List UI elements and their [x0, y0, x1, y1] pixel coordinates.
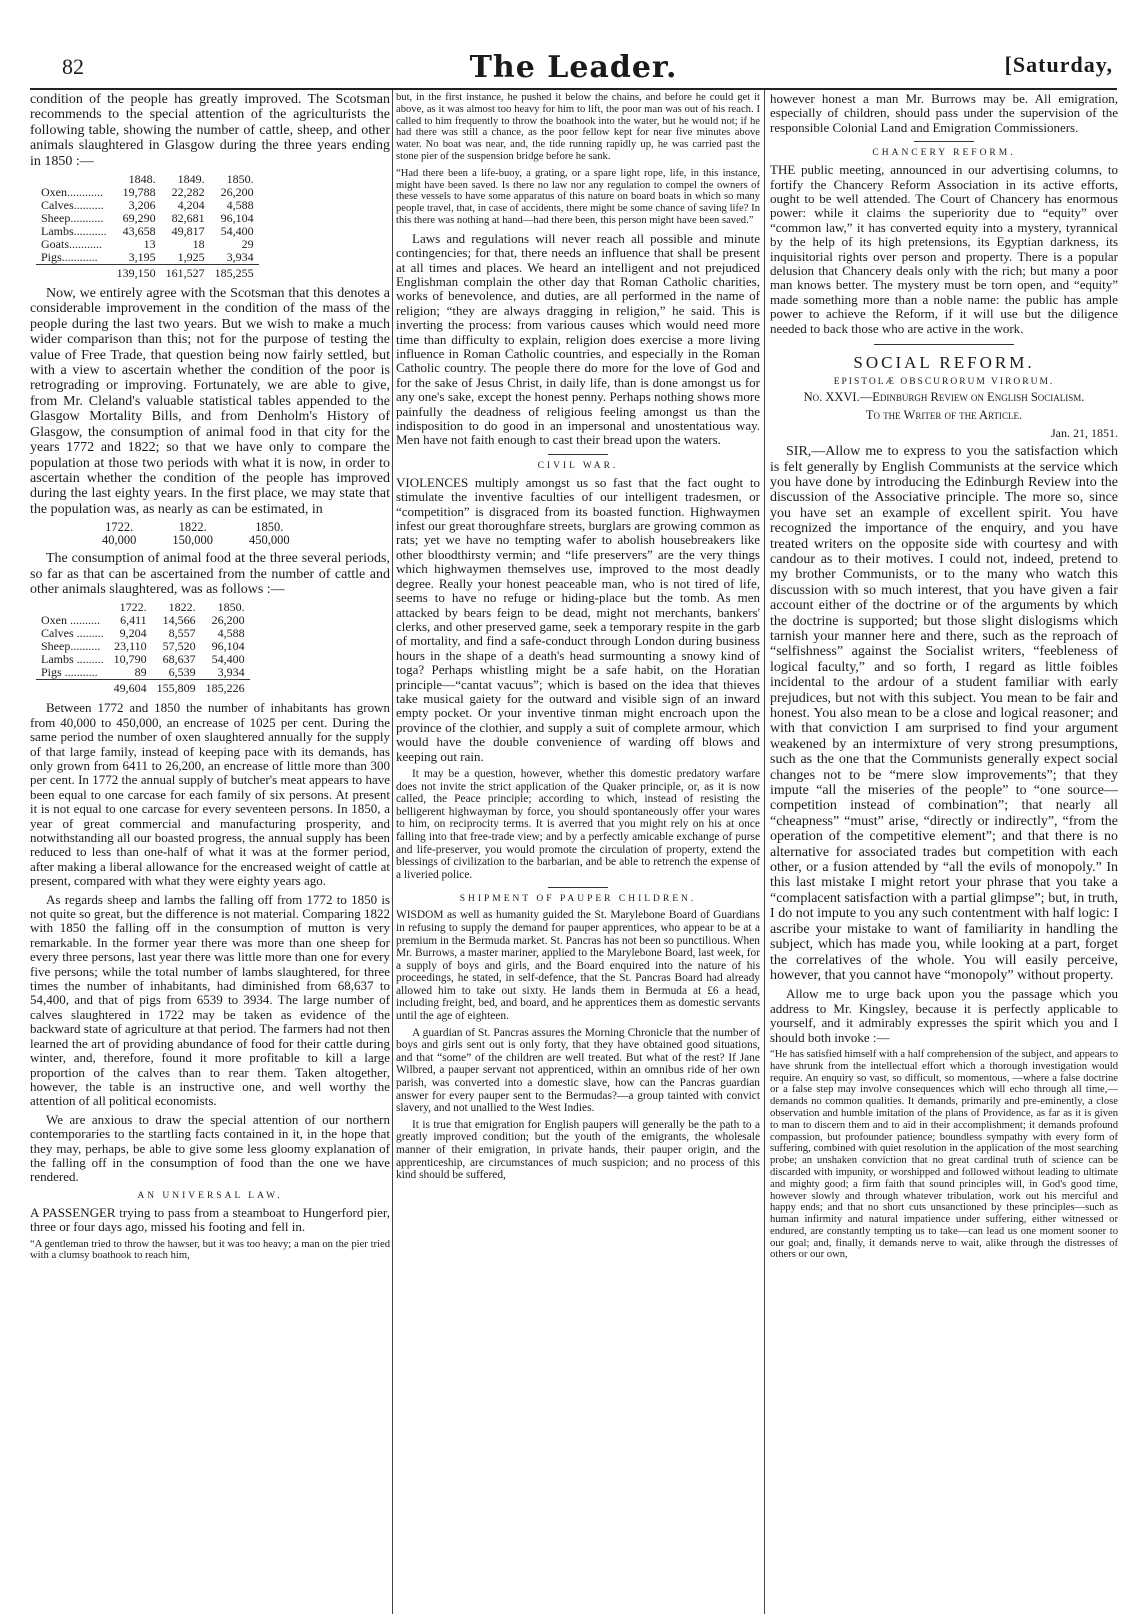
table-cell: 6,539: [168, 665, 196, 680]
issue-day: [Saturday,: [1004, 52, 1113, 77]
masthead-rule: [30, 88, 1117, 90]
table-cell: 54,400: [220, 224, 254, 239]
section-heading-universal-law: AN UNIVERSAL LAW.: [137, 1190, 283, 1201]
table-cell: 9,204: [119, 626, 147, 641]
paragraph-guardian: A guardian of St. Pancras assures the Morning Chronicle that the number of boys and girls sent out is only forty, that they have obtained good situations, and that “some” of the children are well treated. But what of the rest? If Jane Wilbred, a pauper servant not apprenticed, within an omnibus ride of her own parish, was converted into a domestic slave, how can the Pancras guardian answer for every pauper sent to the Bermudas?—a group tainted with convict slavery, and not unallied to the West Indies.: [396, 1026, 760, 1115]
table-cell: 6,411: [120, 613, 147, 628]
table-cell: 1722.: [105, 520, 134, 535]
table-cell: 26,200: [220, 185, 254, 200]
table-cell: 150,000: [172, 533, 213, 548]
quote-lifebuoy: “Had there been a life-buoy, a grating, or a spare light rope, life, in this instance, might have been saved. Is there no law nor any regulation to compel the owners of these vessels to have some apparatus of this nature on board boats in which so many people travel, that, in case of accidents, there might be some chance of saving life? In this there was nothing at hand—had there been, this person might have been saved.”: [396, 167, 760, 226]
row-label: Calves..........: [41, 198, 104, 213]
table-cell: 4,204: [177, 198, 205, 213]
table-cell: 49,604: [109, 680, 152, 696]
table-total-row: [36, 680, 250, 696]
quote-gentleman: “A gentleman tried to throw the hawser, but it was too heavy; a man on the pier tried with a clumsy boathook to reach him,: [30, 1238, 390, 1262]
table-total-row: [36, 265, 259, 281]
newspaper-title: The Leader.: [469, 50, 678, 85]
table-cell: 68,637: [162, 652, 196, 667]
paragraph-chancery: THE public meeting, announced in our advertising columns, to fortify the Chancery Reform Association in its active efforts, ought to be well attended. The Court of Chancery has enormous power: while it claims the superiority due to “equity” over “common law,” it has converted equity into a mystery, tyrannical by the help of its high pretensions, its Egyptian darkness, its inquisitorial rights over person and property. There is a popular delusion that Chancery deals only with the rich; but many a poor man knows better. The mystery must be torn open, and “equity” made something more than a noble name: the public has ample power to achieve the Reform, if it will use but the diligence needed to back those who are active in the work.: [770, 162, 1118, 336]
table-cell: 19,788: [122, 185, 156, 200]
table-cell: 40,000: [102, 533, 137, 548]
table-cell: 43,658: [122, 224, 156, 239]
section-heading-civil-war: CIVIL WAR.: [537, 460, 619, 471]
paragraph-emigration: It is true that emigration for English paupers will generally be the path to a greatly improved condition; but the youth of the emigrants, the wholesale manner of their emigration, in private hands, their pauper origin, and the apprenticeship, are circumstances of much suspicion; and no process of this kind should be suffered,: [396, 1118, 760, 1182]
letter-date: Jan. 21, 1851.: [1051, 426, 1118, 441]
table-cell: 13: [143, 237, 156, 252]
table-cell: 69,290: [122, 211, 156, 226]
row-label: Pigs............: [41, 250, 98, 265]
row-label: Sheep..........: [41, 639, 101, 654]
table-cell: 4,588: [217, 626, 245, 641]
section-heading-social-reform: SOCIAL REFORM.: [853, 353, 1035, 373]
section-divider: [548, 887, 608, 888]
table-cell: 22,282: [171, 185, 205, 200]
letter-addressee: To the Writer of the Article.: [865, 408, 1023, 423]
table-cell: 18: [192, 237, 205, 252]
paragraph-passenger: A PASSENGER trying to pass from a steamboat to Hungerford pier, three or four days ago, missed his footing and fell in.: [30, 1204, 390, 1235]
table-cell: 1850.: [217, 600, 245, 615]
slaughter-table-1848-1850: [36, 173, 259, 280]
table-cell: 3,195: [128, 250, 156, 265]
row-label: Lambs...........: [41, 224, 107, 239]
table-cell: 4,588: [226, 198, 254, 213]
epistolae-heading: EPISTOLÆ OBSCURORUM VIRORUM.: [833, 377, 1055, 388]
table-cell: 1,925: [177, 250, 205, 265]
letter-paragraph-1: SIR,—Allow me to express to you the satisfaction which is felt generally by English Communists at the service which you have done by introducing the Edinburgh Review into the discussion of the Associative principle. The more so, since you have set an example of excellent spirit. You have recognized the importance of the enquiry, and you have treated writers on the opposite side with courtesy and with candour as to their motives. I could not, indeed, pretend to my brother Communists, or to the many who watch this discussion with so much interest, that you have given a fair account either of the doctrine or of the arguments by which the doctrine is supported; but those slight dislogisms which tarnish your manner here and there, such as the reproach of “selfishness” against the Socialist writers, “feebleness of logical faculty,” and so forth, I regard as little foibles incidental to the ardour of a student familiar with early prejudices, but not with this subject. You mean to be fair and honest. You also mean to be a close and logical reasoner; and with that conviction I am surprised to find your argument weakened by an intermixture of very strong presumptions, such as the one that the Communists generally expect social changes not to be “mere slow improvements”; that they impute “all the miseries of the people” to “one source—competition instead of combination”; that nearly all “cheapness” “must” arise, “directly or indirectly”, “from the operation of the competitive element”; and that there is no alternative for associated trades but competition with each other, or a fusion attended by “all the evils of monopoly.” In this last mistake I might retort your phrase that you take a “complacent satisfaction with a partial glimpse”; but, in truth, I do not impute to you any such contentment with half logic: I ascribe your mistake to want of familiarity in handling the subject, which has made you, while looking at a part, forget the correlatives of the whole. You will easily perceive, however, that you cannot have “monopoly” without property.: [770, 444, 1118, 983]
intro-paragraph: condition of the people has greatly improved. The Scotsman recommends to the special attention of the agriculturists the following table, showing the number of cattle, sheep, and other animals slaughtered in Glasgow during the three years ending in 1850 :—: [30, 92, 390, 169]
paragraph-violences: VIOLENCES multiply amongst us so fast that the fact ought to stimulate the inventive faculties of our intelligent tradesmen, or “competition” is disgraced from its boasted function. Highwaymen infest our great thoroughfare streets, burglars are growing common as rats; yet we have no tempting wafer to abolish housebreakers like other bloodthirsty vermin; and “life preservers” are the very things which highwaymen themselves use, improved to the most deadly degree. Really your honest peaceable man, who is not tired of life, seems to have no refuge or hiding-place but the tomb. As men attacked by bears feign to be dead, might not merchants, bankers' clerks, and other preserved game, seek a temporary respite in the garb of mortality, and find a safe-conduct through London during business hours in the shape of a death's head surmounting a snowy kind of toga? Perhaps whistling might be a safe habit, on the Horatian principle—“cantat vacuus”; which is based on the idea that thieves take musical gaiety for the outward and visible sign of an inward empty pocket. Or your inventive tinman might encroach upon the province of the clothier, and supply a suit of complete armour, which would have the double convenience of warding off blows and keeping out rain.: [396, 474, 760, 764]
table-cell: 185,255: [210, 265, 259, 281]
column-rule-1: [392, 90, 393, 1614]
table-cell: 82,681: [171, 211, 205, 226]
column-rule-2: [764, 90, 765, 1614]
paragraph-shipment-continued: however honest a man Mr. Burrows may be. All emigration, especially of children, should pass under the supervision of the responsible Colonial Land and Emigration Commissioners.: [770, 92, 1118, 135]
table-cell: 3,206: [128, 198, 156, 213]
row-label: Lambs .........: [41, 652, 104, 667]
table-row: [84, 534, 308, 547]
row-label: Calves .........: [41, 626, 104, 641]
paragraph-anxious: We are anxious to draw the special attention of our northern contemporaries to the startling facts contained in it, in the hope that they may, perhaps, be able to give some less gloomy explanation of the falling off in the consumption of food than the one we have rendered.: [30, 1111, 390, 1185]
column-1: [30, 92, 390, 1612]
letter-quote: “He has satisfied himself with a half comprehension of the subject, and appears to have shrunk from the intellectual effort which a thorough investigation would require. An enquiry so vast, so difficult, so momentous, —where a false doctrine or a false step may involve consequences which will echo through all time,—demands no common qualities. It demands, primarily and pre-eminently, a close observation and humble imitation of the plans of Providence, as far as it is given to man to discern them and to aid in their accomplishment; it demands profound compassion, but profounder patience; boundless sympathy with every form of suffering, combined with quiet resolution in the application of the most searching probe; an unshaken conviction that no great cardinal truth of science can be discarded with impunity, or worshipped and followed without leading to ultimate and mighty good; a firm faith that sound principles will, in God's good time, however slowly and through whatever tribulation, work out his merciful and happy ends; and that no short cuts unsanctioned by these principles—such as human infirmity and natural impatience under suffering, either witnessed or endured, are constantly tempting us to take—can lead us one moment sooner to our goal; and, finally, it demands nerve to wait, alike through the distresses of others or our own,: [770, 1048, 1118, 1261]
column-3: [770, 92, 1118, 1612]
table-cell: 161,527: [161, 265, 210, 281]
paragraph-quaker: It may be a question, however, whether this domestic predatory warfare does not invite the strict application of the Quaker principle, or, as it is now called, the Peace principle; according to which, instead of resisting the belligerent highwayman by force, you should spontaneously offer your wares to him, on reciprocity terms. It is averred that you might rely on his at once falling into that free-trade view; and by a perfectly amicable exchange of purse and life-preserver, you would promote the circulation of property, extend the blessings of civilization to the barbarian, and be able to retrench the expense of a liveried police.: [396, 767, 760, 881]
table-cell: 3,934: [226, 250, 254, 265]
table-cell: 54,400: [211, 652, 245, 667]
section-divider: [914, 141, 974, 142]
table-cell: 14,566: [162, 613, 196, 628]
table-cell: 23,110: [114, 639, 147, 654]
paragraph-wisdom: WISDOM as well as humanity guided the St. Marylebone Board of Guardians in refusing to supply the demand for pauper apprentices, who appear to be at a premium in the Bermuda market. St. Pancras has not been so punctilious. When Mr. Burrows, a master mariner, applied to the Marylebone Board, last week, for a supply of boys and girls, and the Board enquired into the nature of his proceedings, he stated, in self-defence, that the St. Pancras Board had already allowed him to take out sixty. He lands them in Bermuda at £6 a head, including freight, bed, and board, and he apprentices them as domestic servants until the age of eighteen.: [396, 909, 760, 1023]
section-divider: [548, 454, 608, 455]
section-heading-shipment: SHIPMENT OF PAUPER CHILDREN.: [459, 894, 697, 905]
table-cell: 29: [241, 237, 254, 252]
paragraph-now: Now, we entirely agree with the Scotsman that this denotes a considerable improvement in the condition of the mass of the people during the last two years. But we wish to make a much wider comparison than this; not for the purpose of testing the value of Free Trade, that question being now fairly settled, but with a view to ascertain whether the condition of the poor is retrograding or improving. Fortunately, we are able to give, from Mr. Cleland's valuable statistical tables appended to the Glasgow Mortality Bills, and from Denholm's History of Glasgow, the consumption of animal food in that city for the years 1772 and 1822; so that we have only to compare the population at those two periods with what it is now, in order to ascertain whether the condition of the people has improved during the last eighty years. In the first place, we may state that the population was, as nearly as can be estimated, in: [30, 286, 390, 517]
letter-number-heading: No. XXVI.—Edinburgh Review on English Socialism.: [803, 390, 1085, 405]
table-cell: 49,817: [171, 224, 205, 239]
table-cell: 450,000: [249, 533, 290, 548]
table-row: [36, 251, 259, 265]
table-cell: 96,104: [211, 639, 245, 654]
table-cell: 1850.: [226, 172, 254, 187]
table-cell: 1850.: [255, 520, 284, 535]
row-label: Goats...........: [41, 237, 102, 252]
row-label: Oxen............: [41, 185, 103, 200]
masthead: [30, 48, 1117, 86]
column-2: [396, 92, 760, 1612]
letter-paragraph-2: Allow me to urge back upon you the passage which you address to Mr. Kingsley, because it is perfectly applicable to yourself, and it admirably expresses the spirit which you and I should both invoke :—: [770, 986, 1118, 1045]
row-label: Sheep...........: [41, 211, 104, 226]
paragraph-laws: Laws and regulations will never reach all possible and minute contingencies; for that, there needs an influence that shall be present at all times and places. We heard an intelligent and not prejudiced Englishman complain the other day that Roman Catholic charities, works of benevolence, and duties, are all performed in the name of religion; “they are always dragging in religion,” he said. This is inverting the process: from various causes which would need more time than difficulty to explain, religion does exercise a more living influence in Roman Catholic countries, and especially in the Roman Catholic country. The people there do more for the love of God and for the sake of Jesus Christ, in daily life, than is done amongst us for any one's sake, except the honest penny. Perhaps nothing shows more painfully the deadness of religious feeling amongst us than the indisposition to do good in an impersonal and unostentatious way. Men have not faith enough to cast their bread upon the waters.: [396, 230, 760, 448]
table-cell: 10,790: [113, 652, 147, 667]
table-cell: 185,226: [201, 680, 250, 696]
table-row: [36, 666, 250, 680]
table-cell: 26,200: [211, 613, 245, 628]
table-cell: 1849.: [177, 172, 205, 187]
table-cell: 8,557: [168, 626, 196, 641]
page-number: 82: [62, 54, 84, 79]
table-cell: 96,104: [220, 211, 254, 226]
slaughter-table-1722-1850: [36, 601, 250, 695]
paragraph-consumption: The consumption of animal food at the three several periods, so far as that can be ascertained from the number of cattle and other animals slaughtered, was as follows :—: [30, 551, 390, 597]
table-cell: 1822.: [168, 600, 196, 615]
table-cell: 1848.: [128, 172, 156, 187]
table-cell: 57,520: [162, 639, 196, 654]
paragraph-between: Between 1772 and 1850 the number of inhabitants has grown from 40,000 to 450,000, an encrease of 1025 per cent. During the same period the number of oxen slaughtered annually for the supply of that large family, instead of keeping pace with its demands, has only grown from 6411 to 26,200, an encrease of little more than 300 per cent. In 1772 the annual supply of butcher's meat appears to have been equal to one carcase for each family of six persons. At present it is not equal to one carcase for every seventeen persons. In 1850, a year of great commercial and manufacturing prosperity, and notwithstanding all our boasted progress, the annual supply has been reduced to less than one-half of what it was at the former period, after making a liberal allowance for the encreased weight of cattle at present, compared with what they were eighty years ago.: [30, 700, 390, 889]
section-divider: [874, 344, 1014, 345]
table-cell: 155,809: [152, 680, 201, 696]
table-cell: 89: [134, 665, 147, 680]
table-cell: 1822.: [178, 520, 207, 535]
table-cell: 3,934: [217, 665, 245, 680]
row-label: Oxen ..........: [41, 613, 100, 628]
paragraph-sheep: As regards sheep and lambs the falling off from 1772 to 1850 is not quite so great, but the difference is not material. Comparing 1822 with 1850 the falling off in the consumption of mutton is very remarkable. In the former year there was more than one sheep for every three persons, last year there was little more than one for every five persons; while the total number of lambs slaughtered, for three times the number of inhabitants, had diminished from 68,637 to 54,400, and that of pigs from 6539 to 3934. The large number of calves slaughtered in 1722 may be taken as evidence of the backward state of agriculture at that period. The farmers had not then learned the art of providing abundance of food for their cattle during winter, and, therefore, found it more profitable to kill a large proportion of the calves than to rear them. Taken altogether, however, the table is an instructive one, and well worthy the attention of all political economists.: [30, 891, 390, 1109]
table-cell: 1722.: [119, 600, 147, 615]
row-label: Pigs ...........: [41, 665, 98, 680]
quote-continued: but, in the first instance, he pushed it below the chains, and before he could get it above, as it was almost too heavy for him to lift, the poor man was out of his reach. I called to him frequently to throw the boathook into the water, but he would not; if he had there was still a chance, as the poor fellow kept for near five minutes above water. No boat was near, and, the tide running rapidly up, he was carried past the stone pier of the suspension bridge before he sank.: [396, 92, 760, 162]
table-cell: 139,150: [112, 265, 161, 281]
section-heading-chancery: CHANCERY REFORM.: [872, 148, 1016, 159]
population-table: [84, 521, 308, 547]
